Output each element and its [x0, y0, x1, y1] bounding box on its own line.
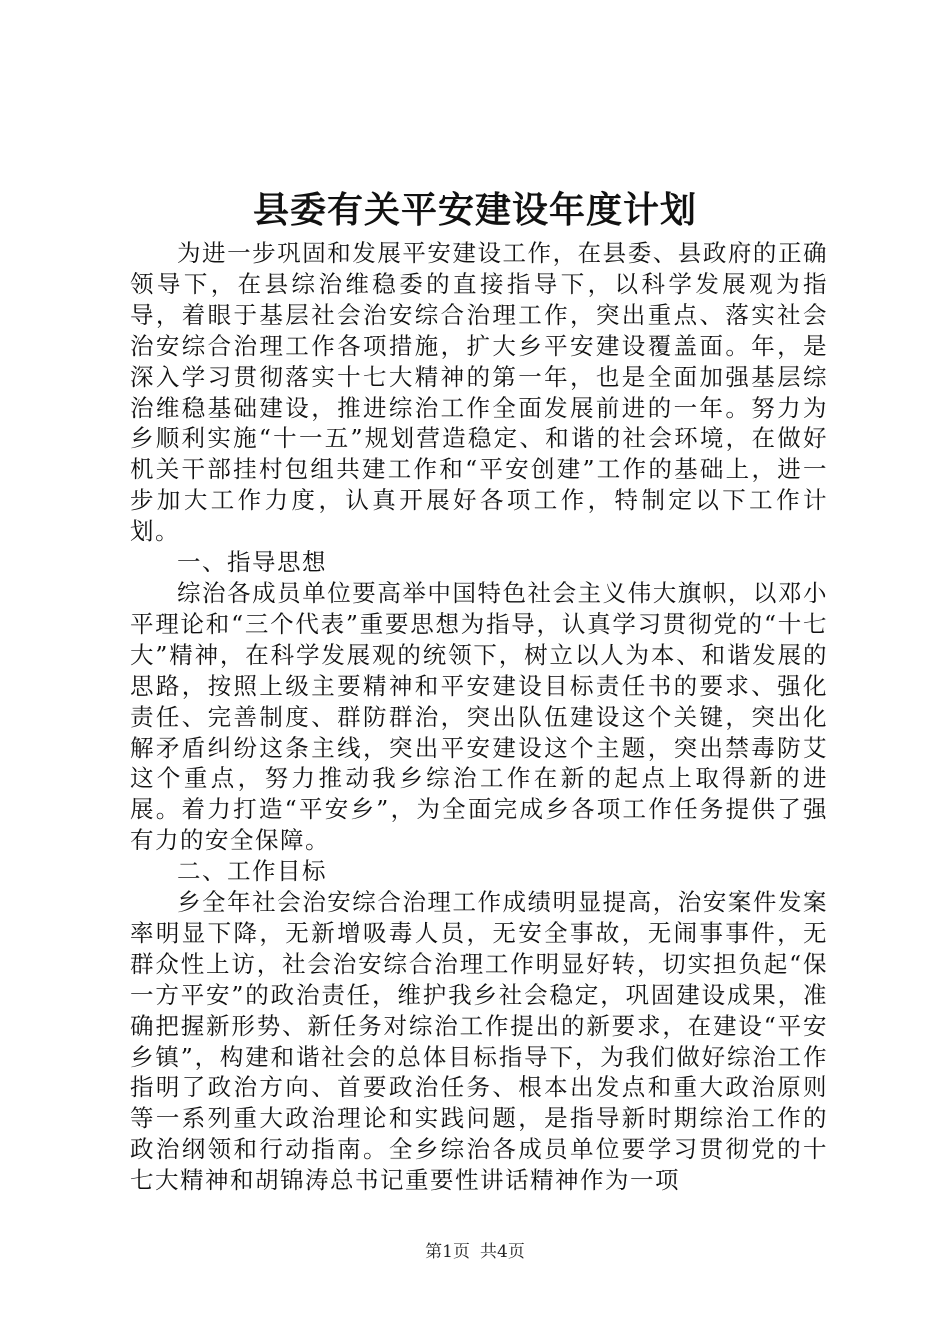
- section-heading-work-goals: 二、工作目标: [177, 857, 327, 886]
- document-body: [130, 238, 828, 1196]
- guiding-ideology-paragraph: 综治各成员单位要高举中国特色社会主义伟大旗帜，以邓小平理论和“三个代表”重要思想为指导，认真学习贯彻党的“十七大”精神，在科学发展观的统领下，树立以人为本、和谐发展的思路，按照上级主要精神和平安建设目标责任书的要求、强化责任、完善制度、群防群治，突出队伍建设这个关键，突出化解矛盾纠纷这条主线，突出平安建设这个主题，突出禁毒防艾这个重点，努力推动我乡综治工作在新的起点上取得新的进展。着力打造“平安乡”，为全面完成乡各项工作任务提供了强有力的安全保障。: [130, 578, 828, 855]
- section-heading-guiding-ideology: 一、指导思想: [177, 548, 327, 577]
- page-number: 第1页: [425, 1242, 470, 1262]
- work-goals-paragraph: 乡全年社会治安综合治理工作成绩明显提高，治安案件发案率明显下降，无新增吸毒人员，无安全事故，无闹事事件，无群众性上访，社会治安综合治理工作明显好转，切实担负起“保一方平安”的政治责任，维护我乡社会稳定，巩固建设成果，准确把握新形势、新任务对综治工作提出的新要求，在建设“平安乡镇”，构建和谐社会的总体目标指导下，为我们做好综治工作指明了政治方向、首要政治任务、根本出发点和重大政治原则等一系列重大政治理论和实践问题，是指导新时期综治工作的政治纲领和行动指南。全乡综治各成员单位要学习贯彻党的十七大精神和胡锦涛总书记重要性讲话精神作为一项: [130, 888, 828, 1195]
- page-total: 共4页: [480, 1242, 525, 1262]
- intro-paragraph: 为进一步巩固和发展平安建设工作，在县委、县政府的正确领导下，在县综治维稳委的直接指导下，以科学发展观为指导，着眼于基层社会治安综合治理工作，突出重点、落实社会治安综合治理工作各项措施，扩大乡平安建设覆盖面。年，是深入学习贯彻落实十七大精神的第一年，也是全面加强基层综治维稳基础建设，推进综治工作全面发展前进的一年。努力为乡顺利实施“十一五”规划营造稳定、和谐的社会环境，在做好机关干部挂村包组共建工作和“平安创建”工作的基础上，进一步加大工作力度，认真开展好各项工作，特制定以下工作计划。: [130, 239, 828, 546]
- document-title: 县委有关平安建设年度计划: [252, 189, 697, 231]
- page-footer: [0, 1240, 950, 1264]
